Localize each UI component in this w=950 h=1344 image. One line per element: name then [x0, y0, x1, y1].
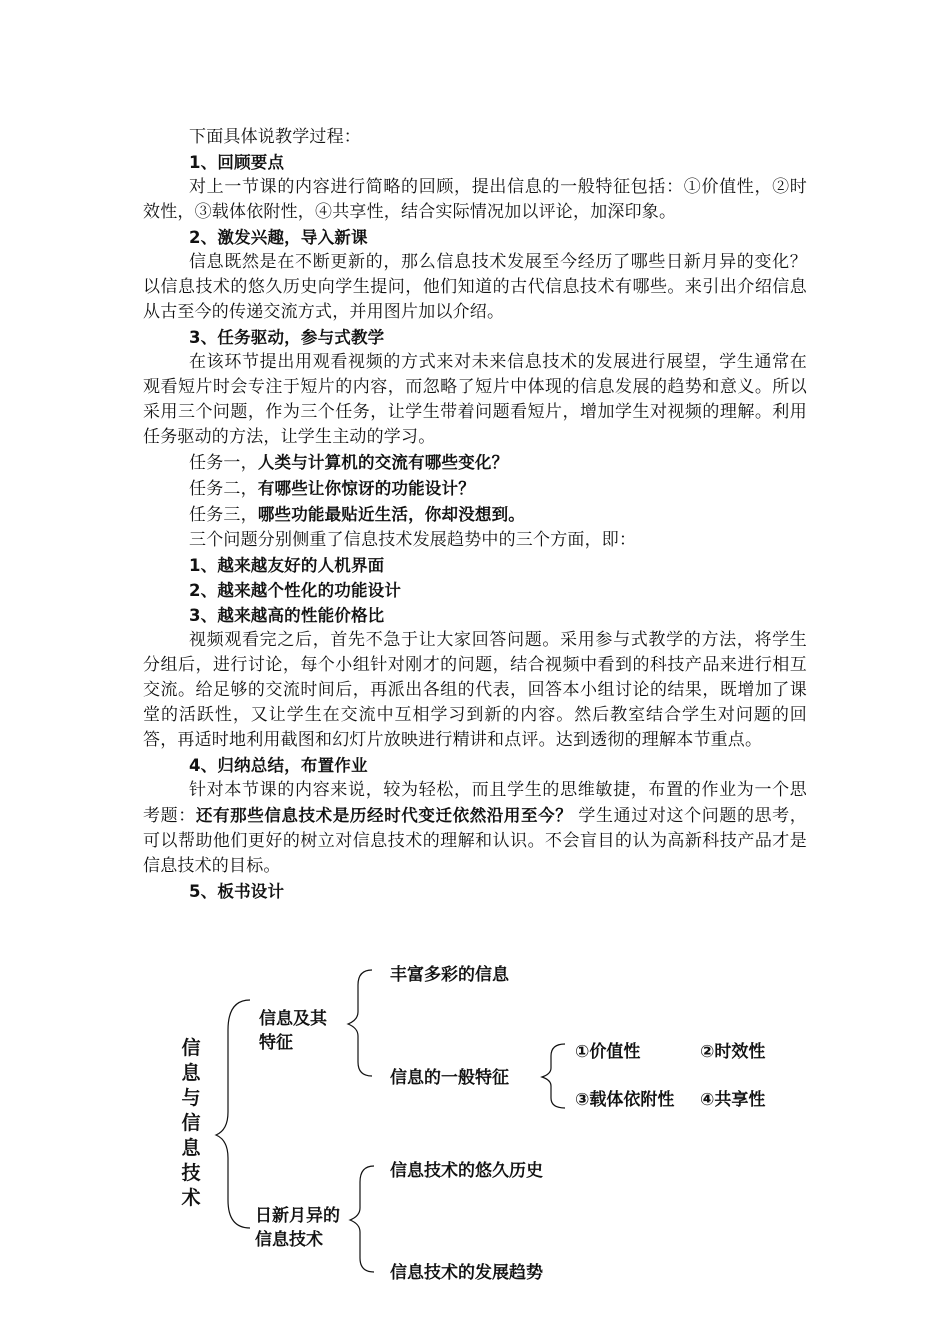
board-feature-timeliness: ②时效性: [700, 1042, 766, 1062]
board-root-label: 信息与信息技术: [181, 1037, 201, 1209]
board-feature-sharing: ④共享性: [700, 1090, 766, 1110]
intro-line: 下面具体说教学过程：: [189, 127, 361, 147]
board-feature-carrier: ③载体依附性: [575, 1090, 675, 1110]
task-three-question: 哪些功能最贴近生活，你却没想到。: [257, 505, 526, 524]
paragraph-three-aspects: 三个问题分别侧重了信息技术发展趋势中的三个方面，即：: [189, 530, 637, 550]
summary-after: 学生通过对这个问题的思考，可以帮助他们更好的树立对信息技术的理解和认识。不会盲目的认为高新科技产品才是信息技术的目标。: [143, 806, 807, 876]
lesson-process-text: [143, 125, 807, 904]
section-heading-summary: 4、归纳总结，布置作业: [189, 756, 368, 775]
board-feature-value: ①价值性: [575, 1042, 641, 1062]
section-heading-task-driven: 3、任务驱动，参与式教学: [189, 328, 385, 347]
board-tech-trend: 信息技术的发展趋势: [390, 1263, 543, 1283]
section-heading-interest: 2、激发兴趣，导入新课: [189, 228, 368, 247]
board-general-features: 信息的一般特征: [390, 1068, 509, 1088]
paragraph-discussion: 视频观看完之后，首先不急于让大家回答问题。采用参与式教学的方法，将学生分组后，进行讨论，每个小组针对刚才的问题，结合视频中看到的科技产品来进行相互交流。给足够的交流时间后，再派出各组的代表，回答本小组讨论的结果，既增加了课堂的活跃性，又让学生在交流中互相学习到新的内容。然后教室结合学生对问题的回答，再适时地利用截图和幻灯片放映进行精讲和点评。达到透彻的理解本节重点。: [143, 630, 807, 750]
paragraph-interest: 信息既然是在不断更新的，那么信息技术发展至今经历了哪些日新月异的变化？以信息技术的悠久历史向学生提问，他们知道的古代信息技术有哪些。来引出介绍信息从古至今的传递交流方式，并用图片加以介绍。: [143, 252, 807, 322]
task-two-prefix: 任务二，: [189, 479, 258, 499]
branch2-bracket: [350, 1166, 374, 1272]
section-heading-board: 5、板书设计: [189, 882, 285, 901]
task-one: [143, 450, 807, 476]
task-three: [143, 502, 807, 528]
root-bracket: [216, 1000, 250, 1228]
board-rich-info: 丰富多彩的信息: [390, 965, 509, 985]
summary-question: 还有那些信息技术是历经时代变迁依然沿用至今？: [195, 806, 573, 825]
aspect-three: 3、越来越高的性能价格比: [189, 606, 385, 625]
task-two: [143, 476, 807, 502]
paragraph-task-driven: 在该环节提出用观看视频的方式来对未来信息技术的发展进行展望，学生通常在观看短片时会专注于短片的内容，而忽略了短片中体现的信息发展的趋势和意义。所以采用三个问题，作为三个任务，让学生带着问题看短片，增加学生对视频的理解。利用任务驱动的方法，让学生主动的学习。: [143, 352, 807, 447]
board-branch-tech: 日新月异的信息技术: [255, 1206, 340, 1250]
task-three-prefix: 任务三，: [189, 505, 258, 525]
task-one-prefix: 任务一，: [189, 453, 258, 473]
board-tech-history: 信息技术的悠久历史: [390, 1161, 543, 1181]
aspect-two: 2、越来越个性化的功能设计: [189, 581, 402, 600]
aspect-one: 1、越来越友好的人机界面: [189, 556, 385, 575]
paragraph-review: 对上一节课的内容进行简略的回顾，提出信息的一般特征包括：①价值性，②时效性，③载体依附性，④共享性，结合实际情况加以评论，加深印象。: [143, 177, 807, 222]
features-bracket: [542, 1044, 565, 1108]
board-branch-info-features: 信息及其特征: [259, 1009, 327, 1053]
summary-before: 针对本节课的内容来说，较为轻松，而且学生的思维敏捷，布置的作业为一个思考题：: [143, 780, 807, 826]
task-two-question: 有哪些让你惊讶的功能设计？: [257, 479, 475, 498]
paragraph-summary: [143, 778, 807, 879]
branch1-bracket: [348, 970, 372, 1076]
section-heading-review: 1、回顾要点: [189, 153, 285, 172]
task-one-question: 人类与计算机的交流有哪些变化？: [257, 453, 509, 472]
